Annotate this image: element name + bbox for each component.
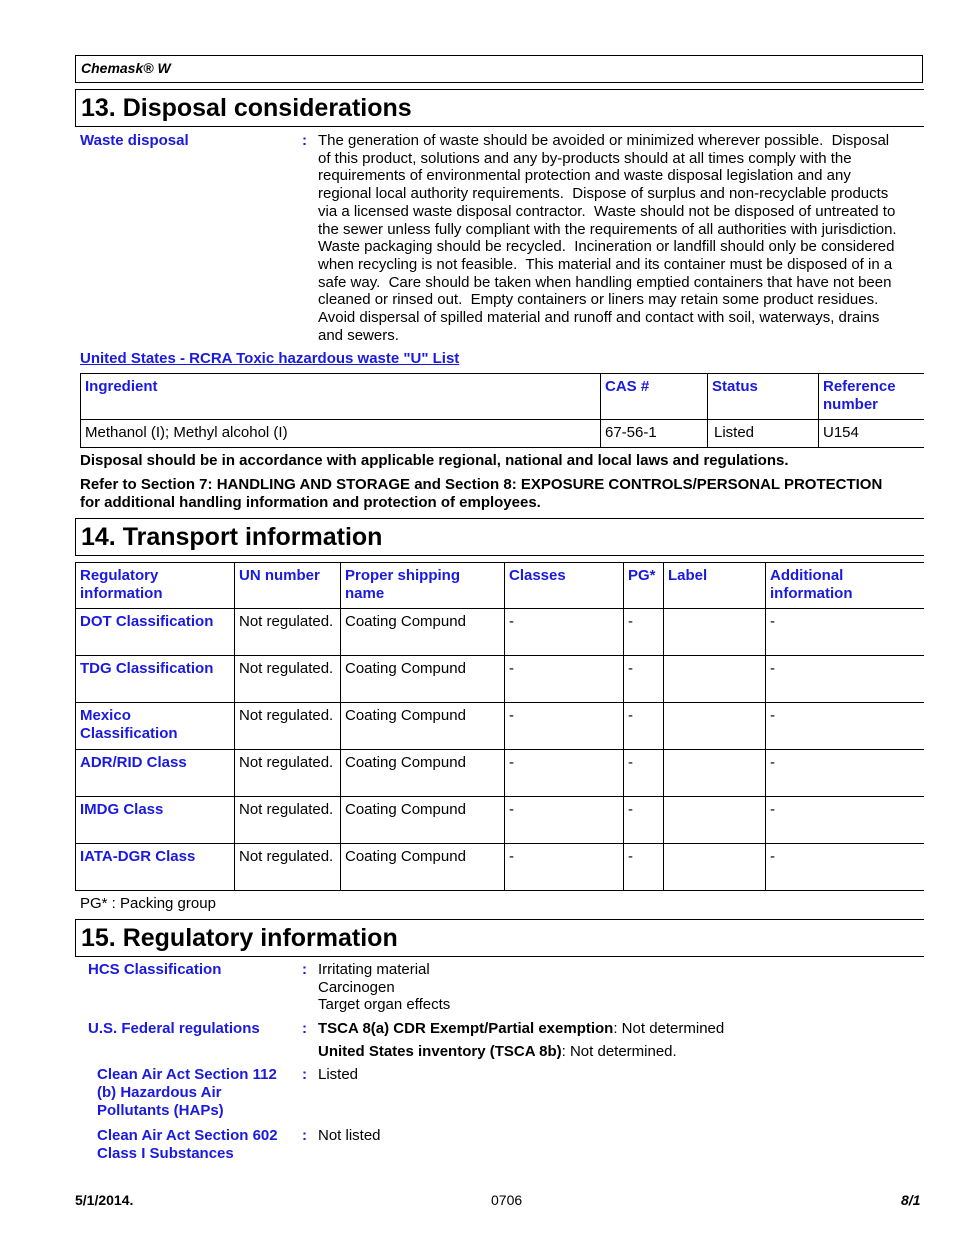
transport-cell-additional: - [766,750,925,797]
hcs-values [318,961,450,1014]
transport-cell-classes: - [505,797,624,844]
transport-row [76,656,925,703]
transport-cell-un-number: Not regulated. [235,609,341,656]
waste-disposal-line: the sewer unless fully compliant with the requirements of all authorities with jurisdiction. [318,220,897,238]
refer-note-line-2: for additional handling information and protection of employees. [80,494,541,511]
colon: : [302,132,307,149]
clean-air-act-602-label: Clean Air Act Section 602 Class I Substances [97,1127,278,1162]
transport-cell-shipping-name: Coating Compund [341,844,505,891]
colon: : [302,1127,307,1144]
transport-header-additional: Additional information [766,563,925,609]
waste-disposal-line: Waste packaging should be recycled. Incineration or landfill should only be considered [318,238,895,256]
section-14-title: 14. Transport information [75,518,924,556]
transport-cell-label [664,797,766,844]
transport-header-un-number: UN number [235,563,341,609]
rcra-header-ingredient: Ingredient [81,374,601,420]
transport-header-classes: Classes [505,563,624,609]
waste-disposal-line: requirements of environmental protection and waste disposal legislation and any [318,167,851,185]
transport-cell-regulatory: IMDG Class [76,797,235,844]
transport-row [76,797,925,844]
transport-cell-pg: - [624,844,664,891]
transport-cell-pg: - [624,703,664,750]
waste-disposal-line: Avoid dispersal of spilled material and runoff and contact with soil, waterways, drains [318,309,880,327]
rcra-header-reference: Reference number [819,374,925,420]
transport-cell-classes: - [505,750,624,797]
waste-disposal-text [318,132,923,344]
transport-cell-pg: - [624,797,664,844]
transport-cell-classes: - [505,656,624,703]
transport-cell-pg: - [624,609,664,656]
colon: : [302,961,307,978]
waste-disposal-label: Waste disposal [80,132,189,149]
waste-disposal-line: and sewers. [318,326,399,344]
transport-cell-pg: - [624,656,664,703]
waste-disposal-line: of this product, solutions and any by-products should at all times comply with the [318,149,852,167]
hcs-value: Carcinogen [318,978,395,996]
transport-cell-regulatory: Mexico Classification [76,703,235,750]
transport-cell-shipping-name: Coating Compund [341,797,505,844]
rcra-header-status: Status [708,374,819,420]
transport-cell-shipping-name: Coating Compund [341,750,505,797]
transport-cell-un-number: Not regulated. [235,750,341,797]
rcra-table [80,373,924,448]
waste-disposal-line: when recycling is not feasible. This material and its container must be disposed of in a [318,255,893,273]
section-15-title: 15. Regulatory information [75,919,924,957]
transport-cell-un-number: Not regulated. [235,656,341,703]
product-name: Chemask® W [75,55,923,83]
transport-row [76,844,925,891]
tsca-8a-label: TSCA 8(a) CDR Exempt/Partial exemption [318,1020,614,1037]
footer-page: 8/1 [901,1192,921,1208]
footer-code: 0706 [491,1192,523,1208]
waste-disposal-line: safe way. Care should be taken when handling emptied containers that have not been [318,273,892,291]
clean-air-act-112-value: Listed [318,1066,359,1083]
transport-header-regulatory: Regulatory information [76,563,235,609]
rcra-cell-ingredient: Methanol (I); Methyl alcohol (I) [81,420,601,448]
transport-cell-label [664,703,766,750]
transport-cell-un-number: Not regulated. [235,844,341,891]
transport-cell-additional: - [766,797,925,844]
rcra-list-link[interactable]: United States - RCRA Toxic hazardous waste "U" List [80,350,460,367]
waste-disposal-line: via a licensed waste disposal contractor. Waste should not be disposed of untreated to [318,202,896,220]
hcs-value: Target organ effects [318,996,451,1014]
rcra-cell-status: Listed [708,420,819,448]
transport-cell-shipping-name: Coating Compund [341,656,505,703]
waste-disposal-line: cleaned or rinsed out. Empty containers or liners may retain some product residues. [318,291,879,309]
transport-cell-regulatory: IATA-DGR Class [76,844,235,891]
tsca-8b-label: United States inventory (TSCA 8b) [318,1043,562,1060]
transport-cell-additional: - [766,656,925,703]
transport-cell-regulatory: DOT Classification [76,609,235,656]
transport-row [76,750,925,797]
transport-cell-regulatory: TDG Classification [76,656,235,703]
section-13-title: 13. Disposal considerations [75,89,924,127]
transport-table [75,562,924,891]
transport-cell-un-number: Not regulated. [235,703,341,750]
transport-cell-label [664,656,766,703]
hcs-value: Irritating material [318,961,430,978]
rcra-header-cas: CAS # [601,374,708,420]
tsca-8a-value: : Not determined [613,1020,725,1037]
transport-header-shipping-name: Proper shipping name [341,563,505,609]
packing-group-footnote: PG* : Packing group [80,895,216,912]
colon: : [302,1020,307,1037]
transport-cell-regulatory: ADR/RID Class [76,750,235,797]
transport-cell-additional: - [766,609,925,656]
transport-header-label: Label [664,563,766,609]
transport-cell-label [664,750,766,797]
refer-note-line-1: Refer to Section 7: HANDLING AND STORAGE and Section 8: EXPOSURE CONTROLS/PERSONAL PROTECTION [80,476,883,493]
rcra-cell-cas: 67-56-1 [601,420,708,448]
transport-cell-additional: - [766,703,925,750]
transport-cell-classes: - [505,844,624,891]
tsca-8a-line [318,1020,724,1038]
transport-row [76,703,925,750]
rcra-cell-reference: U154 [819,420,925,448]
us-federal-label: U.S. Federal regulations [88,1020,260,1037]
transport-cell-un-number: Not regulated. [235,797,341,844]
transport-cell-classes: - [505,609,624,656]
transport-header-pg: PG* [624,563,664,609]
transport-cell-shipping-name: Coating Compund [341,703,505,750]
hcs-classification-label: HCS Classification [88,961,222,978]
tsca-8b-line [318,1043,677,1061]
transport-cell-pg: - [624,750,664,797]
transport-cell-shipping-name: Coating Compund [341,609,505,656]
tsca-8b-value: : Not determined. [561,1043,677,1060]
transport-cell-label [664,844,766,891]
transport-cell-classes: - [505,703,624,750]
waste-disposal-line: regional local authority requirements. Dispose of surplus and non-recyclable products [318,185,889,203]
clean-air-act-602-value: Not listed [318,1127,381,1144]
clean-air-act-112-label: Clean Air Act Section 112 (b) Hazardous Air Pollutants (HAPs) [97,1066,277,1119]
colon: : [302,1066,307,1083]
footer-date: 5/1/2014. [75,1192,134,1208]
transport-cell-label [664,609,766,656]
waste-disposal-line: The generation of waste should be avoided or minimized wherever possible. Disposal [318,132,890,149]
transport-row [76,609,925,656]
transport-cell-additional: - [766,844,925,891]
disposal-note: Disposal should be in accordance with applicable regional, national and local laws and regulations. [80,452,789,469]
